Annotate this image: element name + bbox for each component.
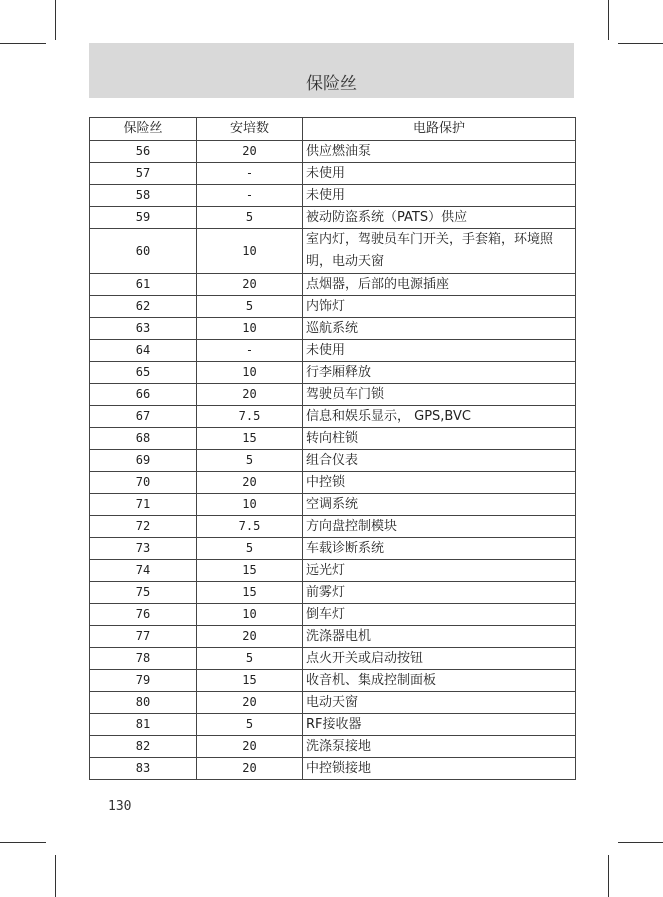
table-row [90,340,576,362]
fuse-number: 73 [90,538,197,560]
fuse-table [89,117,576,780]
table-row [90,141,576,163]
header-band [89,43,574,98]
table-row [90,538,576,560]
fuse-amps: 5 [197,538,303,560]
fuse-amps: 10 [197,604,303,626]
fuse-amps: 20 [197,626,303,648]
crop-mark [0,43,46,44]
fuse-amps: 20 [197,692,303,714]
fuse-circuit: 巡航系统 [303,318,576,340]
fuse-circuit: 远光灯 [303,560,576,582]
fuse-circuit: 被动防盗系统（PATS）供应 [303,207,576,229]
table-row [90,274,576,296]
table-row [90,207,576,229]
fuse-circuit: 供应燃油泵 [303,141,576,163]
fuse-amps: 20 [197,141,303,163]
fuse-amps: 15 [197,670,303,692]
table-row [90,692,576,714]
fuse-amps: 10 [197,362,303,384]
crop-mark [618,43,663,44]
fuse-circuit: 行李厢释放 [303,362,576,384]
fuse-amps: 10 [197,318,303,340]
fuse-number: 71 [90,494,197,516]
crop-mark [55,0,56,40]
crop-mark [608,855,609,897]
fuse-amps: 5 [197,450,303,472]
fuse-amps: 5 [197,207,303,229]
table-row [90,758,576,780]
fuse-amps: 5 [197,714,303,736]
table-row [90,670,576,692]
fuse-number: 62 [90,296,197,318]
table-row [90,318,576,340]
crop-mark [608,0,609,40]
table-row [90,450,576,472]
page-title: 保险丝 [306,74,357,94]
fuse-number: 57 [90,163,197,185]
crop-mark [55,855,56,897]
fuse-amps: 7.5 [197,406,303,428]
table-row [90,185,576,207]
table-row [90,494,576,516]
fuse-number: 69 [90,450,197,472]
column-header-circuit: 电路保护 [303,118,576,141]
table-header-row [90,118,576,141]
column-header-amps: 安培数 [197,118,303,141]
fuse-number: 74 [90,560,197,582]
fuse-number: 61 [90,274,197,296]
table-row [90,516,576,538]
fuse-number: 67 [90,406,197,428]
fuse-circuit: RF接收器 [303,714,576,736]
fuse-number: 65 [90,362,197,384]
fuse-amps: - [197,185,303,207]
fuse-circuit: 电动天窗 [303,692,576,714]
fuse-circuit: 信息和娱乐显示， GPS,BVC [303,406,576,428]
fuse-amps: 10 [197,494,303,516]
fuse-circuit: 组合仪表 [303,450,576,472]
fuse-number: 81 [90,714,197,736]
fuse-number: 56 [90,141,197,163]
table-row [90,163,576,185]
fuse-circuit: 室内灯，驾驶员车门开关，手套箱，环境照明，电动天窗 [303,229,576,274]
table-row [90,428,576,450]
fuse-circuit: 倒车灯 [303,604,576,626]
fuse-circuit: 中控锁 [303,472,576,494]
fuse-circuit: 未使用 [303,340,576,362]
fuse-number: 76 [90,604,197,626]
fuse-circuit: 中控锁接地 [303,758,576,780]
fuse-circuit: 车载诊断系统 [303,538,576,560]
fuse-amps: 15 [197,560,303,582]
fuse-circuit: 方向盘控制模块 [303,516,576,538]
fuse-amps: 20 [197,758,303,780]
table-row [90,736,576,758]
table-row [90,626,576,648]
table-row [90,714,576,736]
table-row [90,229,576,274]
table-row [90,406,576,428]
fuse-number: 59 [90,207,197,229]
fuse-number: 83 [90,758,197,780]
fuse-circuit: 空调系统 [303,494,576,516]
column-header-fuse: 保险丝 [90,118,197,141]
fuse-circuit: 点烟器，后部的电源插座 [303,274,576,296]
table-row [90,604,576,626]
fuse-circuit: 内饰灯 [303,296,576,318]
fuse-number: 75 [90,582,197,604]
fuse-number: 78 [90,648,197,670]
fuse-amps: - [197,163,303,185]
fuse-amps: 20 [197,472,303,494]
fuse-number: 64 [90,340,197,362]
fuse-circuit: 洗涤器电机 [303,626,576,648]
fuse-number: 58 [90,185,197,207]
fuse-number: 63 [90,318,197,340]
fuse-circuit: 未使用 [303,163,576,185]
fuse-circuit: 点火开关或启动按钮 [303,648,576,670]
fuse-amps: 7.5 [197,516,303,538]
fuse-amps: - [197,340,303,362]
fuse-amps: 5 [197,296,303,318]
fuse-amps: 20 [197,274,303,296]
table-row [90,648,576,670]
fuse-amps: 20 [197,736,303,758]
fuse-number: 66 [90,384,197,406]
fuse-number: 80 [90,692,197,714]
fuse-amps: 5 [197,648,303,670]
fuse-number: 70 [90,472,197,494]
fuse-number: 60 [90,229,197,274]
fuse-amps: 10 [197,229,303,274]
fuse-number: 68 [90,428,197,450]
fuse-circuit: 收音机、集成控制面板 [303,670,576,692]
fuse-circuit: 驾驶员车门锁 [303,384,576,406]
table-row [90,582,576,604]
fuse-number: 77 [90,626,197,648]
fuse-circuit: 未使用 [303,185,576,207]
fuse-number: 82 [90,736,197,758]
page-number: 130 [108,799,132,814]
fuse-circuit: 洗涤泵接地 [303,736,576,758]
crop-mark [618,842,663,843]
fuse-amps: 15 [197,582,303,604]
table-row [90,384,576,406]
table-row [90,296,576,318]
fuse-circuit: 转向柱锁 [303,428,576,450]
fuse-number: 79 [90,670,197,692]
crop-mark [0,842,46,843]
fuse-amps: 15 [197,428,303,450]
fuse-number: 72 [90,516,197,538]
table-row [90,560,576,582]
fuse-amps: 20 [197,384,303,406]
fuse-circuit: 前雾灯 [303,582,576,604]
table-row [90,362,576,384]
table-row [90,472,576,494]
